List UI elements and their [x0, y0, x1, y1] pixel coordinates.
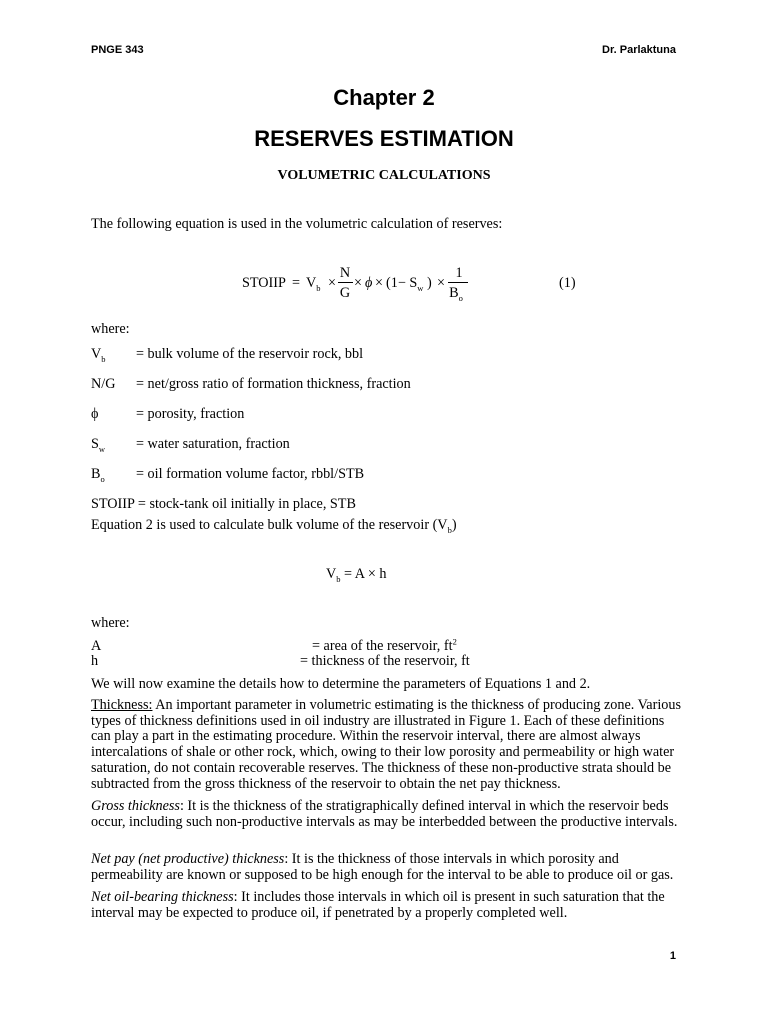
definition-row: ϕ = porosity, fraction: [91, 406, 245, 422]
eq1-frac-bar: [338, 282, 353, 283]
definition-row: $V_b$ = bulk volume of the reservoir rock, bbl: [91, 346, 364, 364]
definition-area: = area of the reservoir, $ft^2$: [312, 636, 457, 654]
where-label-1: where:: [91, 321, 130, 337]
eq1-vb: $V_b$: [306, 275, 321, 293]
definition-thickness: = thickness of the reservoir, ft: [300, 653, 470, 669]
eq1-one: 1: [455, 265, 463, 281]
definition-row: $S_w$ = water saturation, fraction: [91, 436, 290, 454]
eq1-saturation-term: ($1- S_w$ ): [386, 275, 432, 293]
header-course: PNGE 343: [91, 44, 144, 56]
eq1-bo: $B_o$: [449, 285, 463, 303]
definition-row: N/G = net/gross ratio of formation thickness, fraction: [91, 376, 411, 392]
equation-2-intro: Equation 2 is used to calculate bulk volume of the reservoir $(V_b)$: [91, 517, 457, 535]
subsection-title: VOLUMETRIC CALCULATIONS: [277, 168, 491, 183]
chapter-title: Chapter 2: [333, 85, 435, 110]
section-title: RESERVES ESTIMATION: [254, 126, 514, 151]
header-author: Dr. Parlaktuna: [602, 44, 676, 56]
definition-area-symbol: A: [91, 638, 102, 654]
gross-thickness-paragraph: Gross thickness: It is the thickness of the stratigraphically defined interval in which the reservoir beds occur, including such non-productive intervals as may be interbedded between the productive intervals.: [91, 798, 678, 830]
eq1-frac-bar-2: [448, 282, 468, 283]
definition-row: $B_o$ = oil formation volume factor, rbbl/STB: [91, 466, 365, 484]
definition-thickness-symbol: h: [91, 653, 99, 669]
equation-2: $V_b = A \times h$: [326, 566, 387, 584]
where-label-2: where:: [91, 615, 130, 631]
eq1-times-3: ×: [375, 275, 384, 291]
examine-text: We will now examine the details how to determine the parameters of Equations 1 and 2.: [91, 676, 591, 692]
eq1-equals: =: [292, 275, 301, 291]
eq1-lhs: STOIIP: [242, 275, 286, 291]
intro-text: The following equation is used in the volumetric calculation of reserves:: [91, 216, 503, 232]
thickness-paragraph: Thickness: An important parameter in volumetric estimating is the thickness of producing zone. Various types of thickness definitions used in oil industry are illustrated in Figure 1. Each of these definitions can play a part in the estimating procedure. Within the reservoir interval, there are almost always intercalations of shale or other rock, which, owing to their low porosity and permeability or high water saturation, do not contain recoverable reserves. The thickness of these non-productive strata should be subtracted from the gross thickness of the reservoir to obtain the net pay thickness.: [91, 697, 681, 792]
eq1-frac-num: N: [339, 265, 351, 281]
net-oil-bearing-paragraph: Net oil-bearing thickness: It includes those intervals in which oil is present in such saturation that the interval may be expected to produce oil, if penetrated by a properly completed well.: [91, 889, 665, 921]
eq1-number: (1): [559, 275, 576, 291]
eq1-times-4: ×: [437, 275, 446, 291]
stoiip-definition: STOIIP = stock-tank oil initially in place, STB: [91, 496, 356, 512]
eq1-phi: ϕ: [365, 275, 373, 291]
eq1-times-2: ×: [354, 275, 363, 291]
eq1-times-1: ×: [328, 275, 337, 291]
page-number: 1: [669, 950, 676, 962]
net-pay-paragraph: Net pay (net productive) thickness: It is the thickness of those intervals in which porosity and permeability are known or supposed to be high enough for the interval to be able to produce oil or gas.: [91, 851, 674, 883]
eq1-frac-den: G: [339, 285, 351, 301]
